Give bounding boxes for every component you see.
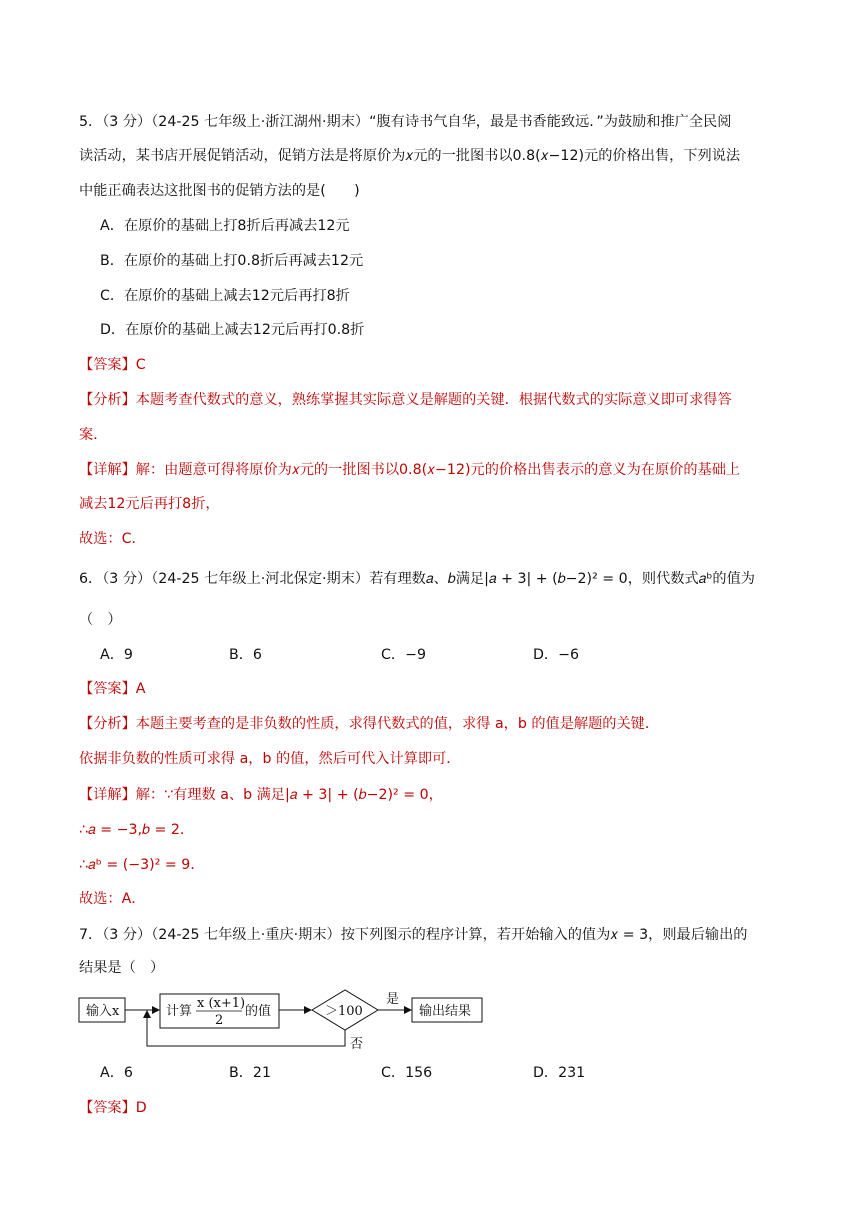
q5-option-c: C．在原价的基础上减去12元后再打8折 <box>100 288 350 304</box>
q6-option-a: A．9 <box>100 647 133 663</box>
q6-analysis-line2: 依据非负数的性质可求得 a，b 的值，然后可代入计算即可． <box>79 751 461 767</box>
flow-compute-suffix: 的值 <box>245 1004 272 1019</box>
q5-stem-line2: 读活动，某书店开展促销活动，促销方法是将原价为𝑥元的一批图书以0.8(𝑥−12)元的价格出售，下列说法 <box>79 148 741 164</box>
q7-option-b: B．21 <box>229 1065 271 1081</box>
q6-option-b: B．6 <box>229 647 262 663</box>
q6-detail-line3: ∴𝑎ᵇ = (−3)² = 9． <box>79 857 205 873</box>
program-flowchart <box>78 988 488 1052</box>
q6-option-c: C．−9 <box>381 647 427 663</box>
q5-conclusion: 故选：C． <box>79 531 146 547</box>
q6-analysis-line1: 【分析】本题主要考查的是非负数的性质，求得代数式的值，求得 a，b 的值是解题的关键． <box>79 716 660 732</box>
q7-option-c: C．156 <box>381 1065 433 1081</box>
q7-option-a: A．6 <box>100 1065 133 1081</box>
q6-stem-line2: （ ） <box>79 612 122 628</box>
q5-option-d: D．在原价的基础上减去12元后再打0.8折 <box>100 322 365 338</box>
q7-stem-line2: 结果是（ ） <box>79 960 165 976</box>
flow-output-label: 输出结果 <box>419 1004 472 1019</box>
q7-stem-line1: 7．（3 分）（24-25 七年级上·重庆·期末）按下列图示的程序计算，若开始输入的值为𝑥 = 3，则最后输出的 <box>79 927 748 943</box>
q5-detail-line2: 减去12元后再打8折， <box>79 496 220 512</box>
flow-fraction-denominator: 2 <box>215 1013 224 1028</box>
q6-option-d: D．−6 <box>533 647 580 663</box>
q5-answer: 【答案】C <box>79 357 146 373</box>
q7-options-row <box>100 1063 700 1083</box>
q5-analysis-line1: 【分析】本题考查代数式的意义，熟练掌握其实际意义是解题的关键．根据代数式的实际意义即可求得答 <box>79 392 732 408</box>
q6-options-row <box>100 645 700 665</box>
q5-option-a: A．在原价的基础上打8折后再减去12元 <box>100 218 350 234</box>
flow-no-label: 否 <box>350 1037 364 1052</box>
q7-option-d: D．231 <box>533 1065 586 1081</box>
q7-answer: 【答案】D <box>79 1100 147 1116</box>
flow-yes-label: 是 <box>386 992 400 1007</box>
q5-stem-line3: 中能正确表达这批图书的促销方法的是( ) <box>79 183 360 199</box>
q6-detail-line1: 【详解】解：∵有理数 a、b 满足|𝑎 + 3| + (𝑏−2)² = 0， <box>79 787 443 803</box>
q5-stem-line1: 5．（3 分）（24-25 七年级上·浙江湖州·期末）“腹有诗书气自华，最是书香能致远．”为鼓励和推广全民阅 <box>79 114 732 130</box>
q6-detail-line2: ∴𝑎 = −3,𝑏 = 2． <box>79 822 195 838</box>
flow-condition-label: ＞100 <box>325 1004 363 1019</box>
flow-compute-prefix: 计算 <box>166 1004 193 1019</box>
q6-stem-line1: 6．（3 分）（24-25 七年级上·河北保定·期末）若有理数𝑎、𝑏满足|𝑎 + 3| + (𝑏−2)² = 0，则代数式𝑎ᵇ的值为 <box>79 571 755 587</box>
q6-answer: 【答案】A <box>79 681 146 697</box>
q5-option-b: B．在原价的基础上打0.8折后再减去12元 <box>100 253 364 269</box>
q6-conclusion: 故选：A． <box>79 891 146 907</box>
q5-detail-line1: 【详解】解：由题意可得将原价为𝑥元的一批图书以0.8(𝑥−12)元的价格出售表示的意义为在原价的基础上 <box>79 462 741 478</box>
flow-fraction-numerator: x (x+1) <box>197 996 246 1011</box>
flow-input-label: 输入x <box>86 1004 120 1019</box>
q5-analysis-line2: 案． <box>79 427 108 443</box>
